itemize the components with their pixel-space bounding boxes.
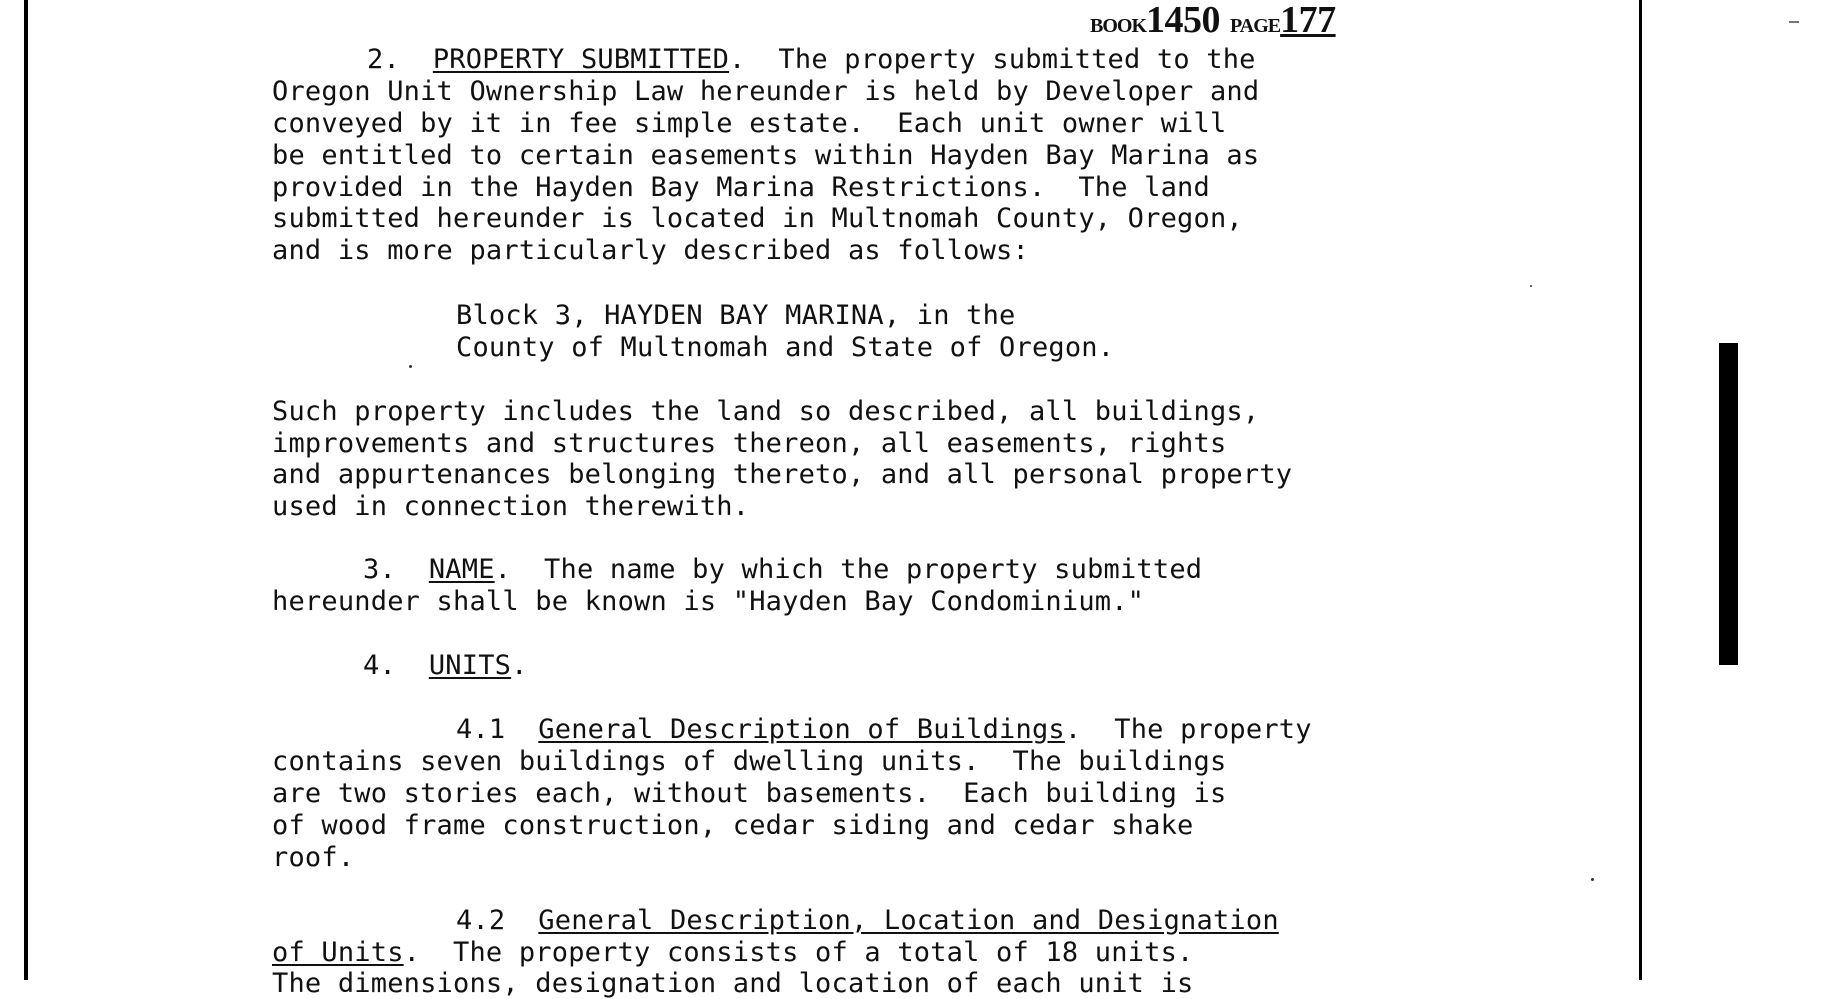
margin-scan-bar: [1719, 343, 1738, 665]
scan-dot: [1591, 878, 1594, 881]
section-3-heading: NAME: [428, 554, 495, 585]
paragraph-line: be entitled to certain easements within Hayden Bay Marina as: [272, 140, 1260, 171]
section-4-number: 4.: [363, 650, 396, 681]
paragraph-line: hereunder shall be known is "Hayden Bay Condominium.": [272, 586, 1145, 617]
scan-mark: [1789, 21, 1799, 23]
subsection-4-2-heading: General Description, Location and Designation: [538, 905, 1279, 936]
subsection-4-2-line2-rest: . The property consists of a total of 18 units.: [403, 937, 1194, 968]
paragraph-line: provided in the Hayden Bay Marina Restrictions. The land: [272, 172, 1210, 203]
book-number: 1450: [1146, 0, 1221, 41]
scan-dot: [409, 365, 412, 368]
book-page-stamp: [1090, 0, 1346, 42]
section-4-heading-line: [363, 650, 528, 681]
section-3-heading-line: [363, 554, 1202, 585]
scan-dot: [1530, 285, 1532, 287]
section-2-line1-rest: . The property submitted to the: [729, 44, 1256, 75]
section-4-heading-suffix: .: [511, 650, 528, 681]
section-3-number: 3.: [363, 554, 396, 585]
subsection-4-1-heading: General Description of Buildings: [538, 714, 1065, 745]
subsection-4-1-heading-line: [456, 714, 1312, 745]
section-3-line1-rest: . The name by which the property submitted: [494, 554, 1203, 585]
subsection-4-2-heading-cont: of Units: [272, 937, 404, 968]
paragraph-line: contains seven buildings of dwelling units. The buildings: [272, 746, 1227, 777]
paragraph-line: improvements and structures thereon, all easements, rights: [272, 428, 1227, 459]
paragraph-line: submitted hereunder is located in Multnomah County, Oregon,: [272, 203, 1243, 234]
paragraph-line: and is more particularly described as follows:: [272, 235, 1029, 266]
page-number: 177: [1280, 0, 1336, 41]
page-border-right: [1639, 0, 1642, 980]
subsection-4-1-number: 4.1: [456, 714, 506, 745]
subsection-4-2-heading-line: [456, 905, 1279, 936]
legal-description-line: County of Multnomah and State of Oregon.: [456, 332, 1115, 363]
paragraph-line: Such property includes the land so described, all buildings,: [272, 396, 1260, 427]
paragraph-line: Oregon Unit Ownership Law hereunder is held by Developer and: [272, 76, 1260, 107]
section-4-heading: UNITS: [428, 650, 512, 681]
paragraph-line: are two stories each, without basements. Each building is: [272, 778, 1227, 809]
section-2-heading: PROPERTY SUBMITTED: [432, 44, 730, 75]
legal-description-line: Block 3, HAYDEN BAY MARINA, in the: [456, 300, 1016, 331]
section-2-number: 2.: [367, 44, 400, 75]
paragraph-line: of wood frame construction, cedar siding and cedar shake: [272, 810, 1194, 841]
page-border-left: [24, 0, 28, 980]
subsection-4-2-number: 4.2: [456, 905, 506, 936]
section-2-heading-line: [367, 44, 1256, 75]
paragraph-line: conveyed by it in fee simple estate. Each unit owner will: [272, 108, 1227, 139]
paragraph-line: used in connection therewith.: [272, 491, 750, 522]
subsection-4-1-line1-rest: . The property: [1064, 714, 1312, 745]
paragraph-line: The dimensions, designation and location of each unit is: [272, 968, 1194, 999]
book-label: BOOK: [1090, 15, 1147, 37]
paragraph-line: roof.: [272, 842, 355, 873]
subsection-4-2-line2: [272, 937, 1194, 968]
page-label: PAGE: [1230, 15, 1281, 37]
paragraph-line: and appurtenances belonging thereto, and all personal property: [272, 459, 1293, 490]
